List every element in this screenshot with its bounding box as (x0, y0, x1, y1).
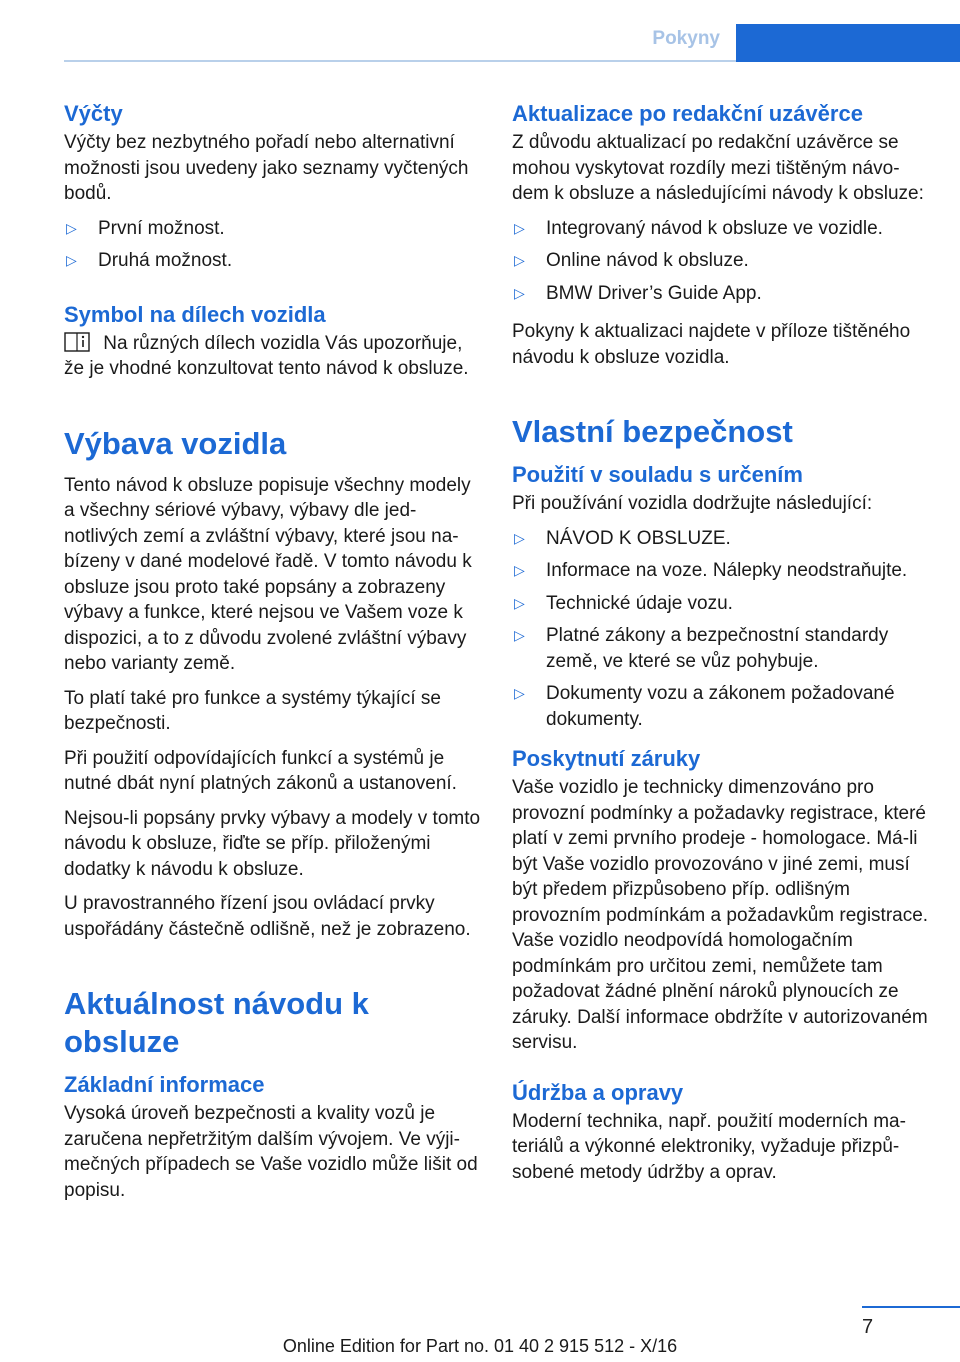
section-title: Pokyny (652, 28, 720, 49)
bullet-icon: ▷ (514, 627, 525, 643)
footer-rule (862, 1306, 960, 1308)
bullet-icon: ▷ (514, 594, 525, 611)
left-column (64, 100, 482, 1212)
bullet-icon: ▷ (514, 252, 525, 268)
vybava-p2: To platí také pro funkce a systémy týkající se bezpečnosti. (64, 687, 441, 734)
page-number: 7 (862, 1316, 874, 1338)
vybava-p3: Při použití odpovídajících funkcí a systémů je nutné dbát nyní platných zákonů a ustanovení. (64, 747, 457, 794)
list-item: ▷ Informace na voze. Nálepky neodstraňujte. (512, 558, 930, 584)
vycty-list (64, 216, 482, 274)
heading-zakladni-informace: Základní informace (64, 1072, 265, 1097)
vycty-text: Výčty bez nezbytného pořadí nebo alternativní možnosti jsou uvedeny jako seznamy vyčtených bodů. (64, 132, 469, 204)
heading-zaruka: Poskytnutí záruky (512, 746, 701, 771)
bezpecnost-list (512, 526, 930, 733)
heading-vybava: Výbava vozidla (64, 425, 287, 461)
bezpecnost-text: Při používání vozidla dodržujte následující: (512, 493, 873, 514)
list-item: ▷ NÁVOD K OBSLUZE. (512, 526, 930, 552)
aktualizace-text: Z důvodu aktualizací po redakční uzávěrce se mohou vyskytovat rozdíly mezi tištěným návodem k obsluze a následujícími návody k obsluze: (512, 132, 924, 204)
heading-pouziti: Použití v souladu s určením (512, 462, 803, 487)
bullet-icon: ▷ (514, 529, 525, 546)
bullet-icon: ▷ (514, 562, 525, 578)
heading-bezpecnost: Vlastní bezpečnost (512, 414, 793, 449)
header-accent-block (736, 24, 960, 62)
symbol-text: Na různých dílech vozidla Vás upozorňuje, že je vhodné konzultovat tento návod k obsluze. (64, 332, 469, 379)
heading-aktualnost: Aktuálnost návodu k obsluze (64, 986, 369, 1059)
vybava-p1: Tento návod k obsluze popisuje všechny modely a všechny sériové výbavy, výbavy dle jednotlivých zemí a zvláštní výbavy, které jsou nabízeny v dané modelové řadě. V tomto návodu k obsluze jsou proto také popsány a zobrazeny výbavy a funkce, které nejsou ve Vašem voze k dispozici, a to z důvodu zvolené zvláštní výbavy nebo varianty země. (64, 474, 472, 674)
heading-symbol: Symbol na dílech vozidla (64, 301, 326, 327)
aktualizace-after: Pokyny k aktualizaci najdete v příloze tištěného návodu k obsluze vozidla. (512, 321, 911, 368)
vybava-p5: U pravostranného řízení jsou ovládací prvky uspořádány částečně odlišně, než je zobrazeno. (64, 893, 471, 940)
udrzba-text: Moderní technika, např. použití moderních materiálů a výkonné elektroniky, vyžaduje přizpůsobené metody údržby a oprav. (512, 1110, 906, 1183)
vybava-p4: Nejsou-li popsány prvky výbavy a modely v tomto návodu k obsluze, řiďte se příp. přiloženými dodatky k návodu k obsluze. (64, 807, 481, 880)
manual-book-icon (64, 332, 90, 352)
aktualnost-text: Vysoká úroveň bezpečnosti a kvality vozů je zaručena nepřetržitým dalším vývojem. Ve výjimečných případech se Vaše vozidlo může lišit od popisu. (64, 1103, 478, 1201)
list-item: ▷ Platné zákony a bezpečnostní standardy země, ve které se vůz pohybuje. (514, 625, 889, 672)
list-item: ▷ Integrovaný návod k obsluze ve vozidle. (512, 216, 930, 242)
bullet-icon: ▷ (514, 685, 525, 701)
aktualizace-list (512, 216, 930, 307)
heading-vycty: Výčty (64, 101, 123, 126)
list-item: ▷ Dokumenty vozu a zákonem požadované dokumenty. (514, 683, 895, 730)
list-item: ▷ Technické údaje vozu. (512, 591, 930, 617)
bullet-icon: ▷ (514, 284, 525, 301)
bullet-icon: ▷ (66, 219, 77, 236)
heading-aktualizace: Aktualizace po redakční uzávěrce (512, 101, 863, 126)
list-item: ▷ Online návod k obsluze. (512, 248, 930, 274)
zaruka-text: Vaše vozidlo je technicky dimenzováno pro provozní podmínky a požadavky registrace, které platí v zemi prvního prodeje - homologace. Má-li být Vaše vozidlo provozováno v jiné zemi, musí být předem přizpůsobeno příp. odlišným provozním podmínkám a požadavkům registrace. Vaše vozidlo neodpovídá homologačním podmínkám pro určitou zemi, nemůžete tam požadovat žádné plnění nároků plynoucích ze záruky. Další informace obdržíte v autorizovaném servisu. (512, 777, 929, 1053)
bullet-icon: ▷ (66, 252, 77, 268)
right-column (512, 100, 930, 1194)
bullet-icon: ▷ (514, 219, 525, 236)
list-item: ▷ První možnost. (64, 216, 482, 242)
list-item: ▷ Druhá možnost. (64, 248, 482, 274)
heading-udrzba: Údržba a opravy (512, 1079, 684, 1105)
list-item: ▷ BMW Driver’s Guide App. (512, 281, 930, 307)
edition-text: Online Edition for Part no. 01 40 2 915 512 - X/16 (282, 1336, 678, 1356)
